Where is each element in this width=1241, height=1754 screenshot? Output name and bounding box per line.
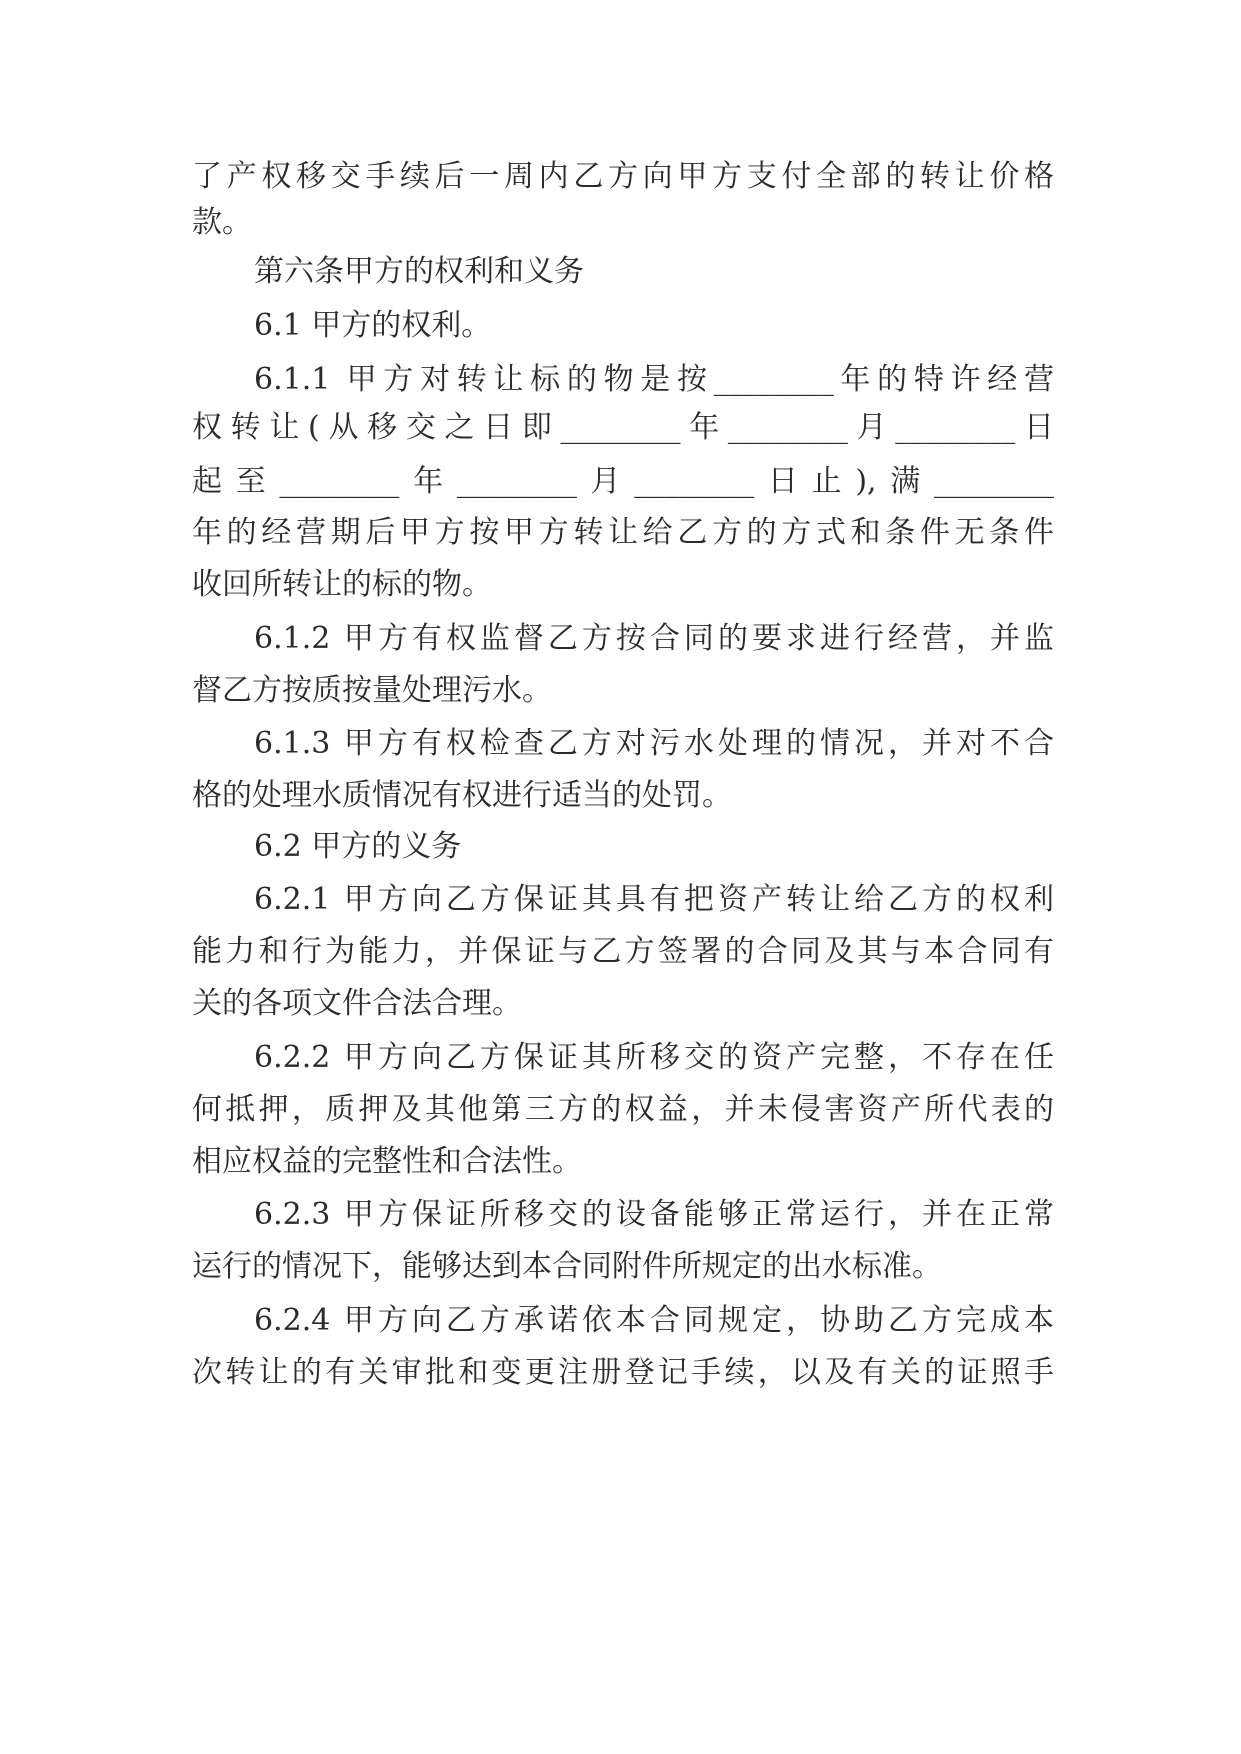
text-line: 6.2.3 甲方保证所移交的设备能够正常运行，并在正常	[254, 1197, 1054, 1232]
text-line: 了产权移交手续后一周内乙方向甲方支付全部的转让价格	[192, 159, 1054, 194]
text-line: 6.1.3 甲方有权检查乙方对污水处理的情况，并对不合	[254, 726, 1054, 761]
clause-heading: 6.2 甲方的义务	[254, 829, 462, 864]
section-heading: 第六条甲方的权利和义务	[254, 254, 584, 289]
text-line: 权转让(从移交之日即________年________月________日	[192, 410, 1054, 445]
text-line: 6.2.2 甲方向乙方保证其所移交的资产完整，不存在任	[254, 1040, 1054, 1075]
text-line: 关的各项文件合法合理。	[192, 986, 522, 1021]
text-line: 年的经营期后甲方按甲方转让给乙方的方式和条件无条件	[192, 515, 1054, 550]
text-line: 6.1.1 甲方对转让标的物是按________年的特许经营	[254, 362, 1054, 397]
text-line: 运行的情况下，能够达到本合同附件所规定的出水标准。	[192, 1249, 942, 1284]
text-line: 6.2.1 甲方向乙方保证其具有把资产转让给乙方的权利	[254, 882, 1054, 917]
text-line: 格的处理水质情况有权进行适当的处罚。	[192, 778, 732, 813]
text-line: 督乙方按质按量处理污水。	[192, 673, 552, 708]
clause-heading: 6.1 甲方的权利。	[254, 308, 492, 343]
text-line: 相应权益的完整性和合法性。	[192, 1144, 582, 1179]
text-line: 何抵押，质押及其他第三方的权益，并未侵害资产所代表的	[192, 1092, 1054, 1127]
text-line: 能力和行为能力，并保证与乙方签署的合同及其与本合同有	[192, 934, 1054, 969]
text-line: 款。	[192, 205, 252, 240]
text-line: 次转让的有关审批和变更注册登记手续，以及有关的证照手	[192, 1355, 1054, 1390]
text-line: 6.2.4 甲方向乙方承诺依本合同规定，协助乙方完成本	[254, 1303, 1054, 1338]
text-line: 6.1.2 甲方有权监督乙方按合同的要求进行经营，并监	[254, 621, 1054, 656]
text-line: 起至________年________月________日止),满________	[192, 464, 1054, 499]
text-line: 收回所转让的标的物。	[192, 567, 492, 602]
